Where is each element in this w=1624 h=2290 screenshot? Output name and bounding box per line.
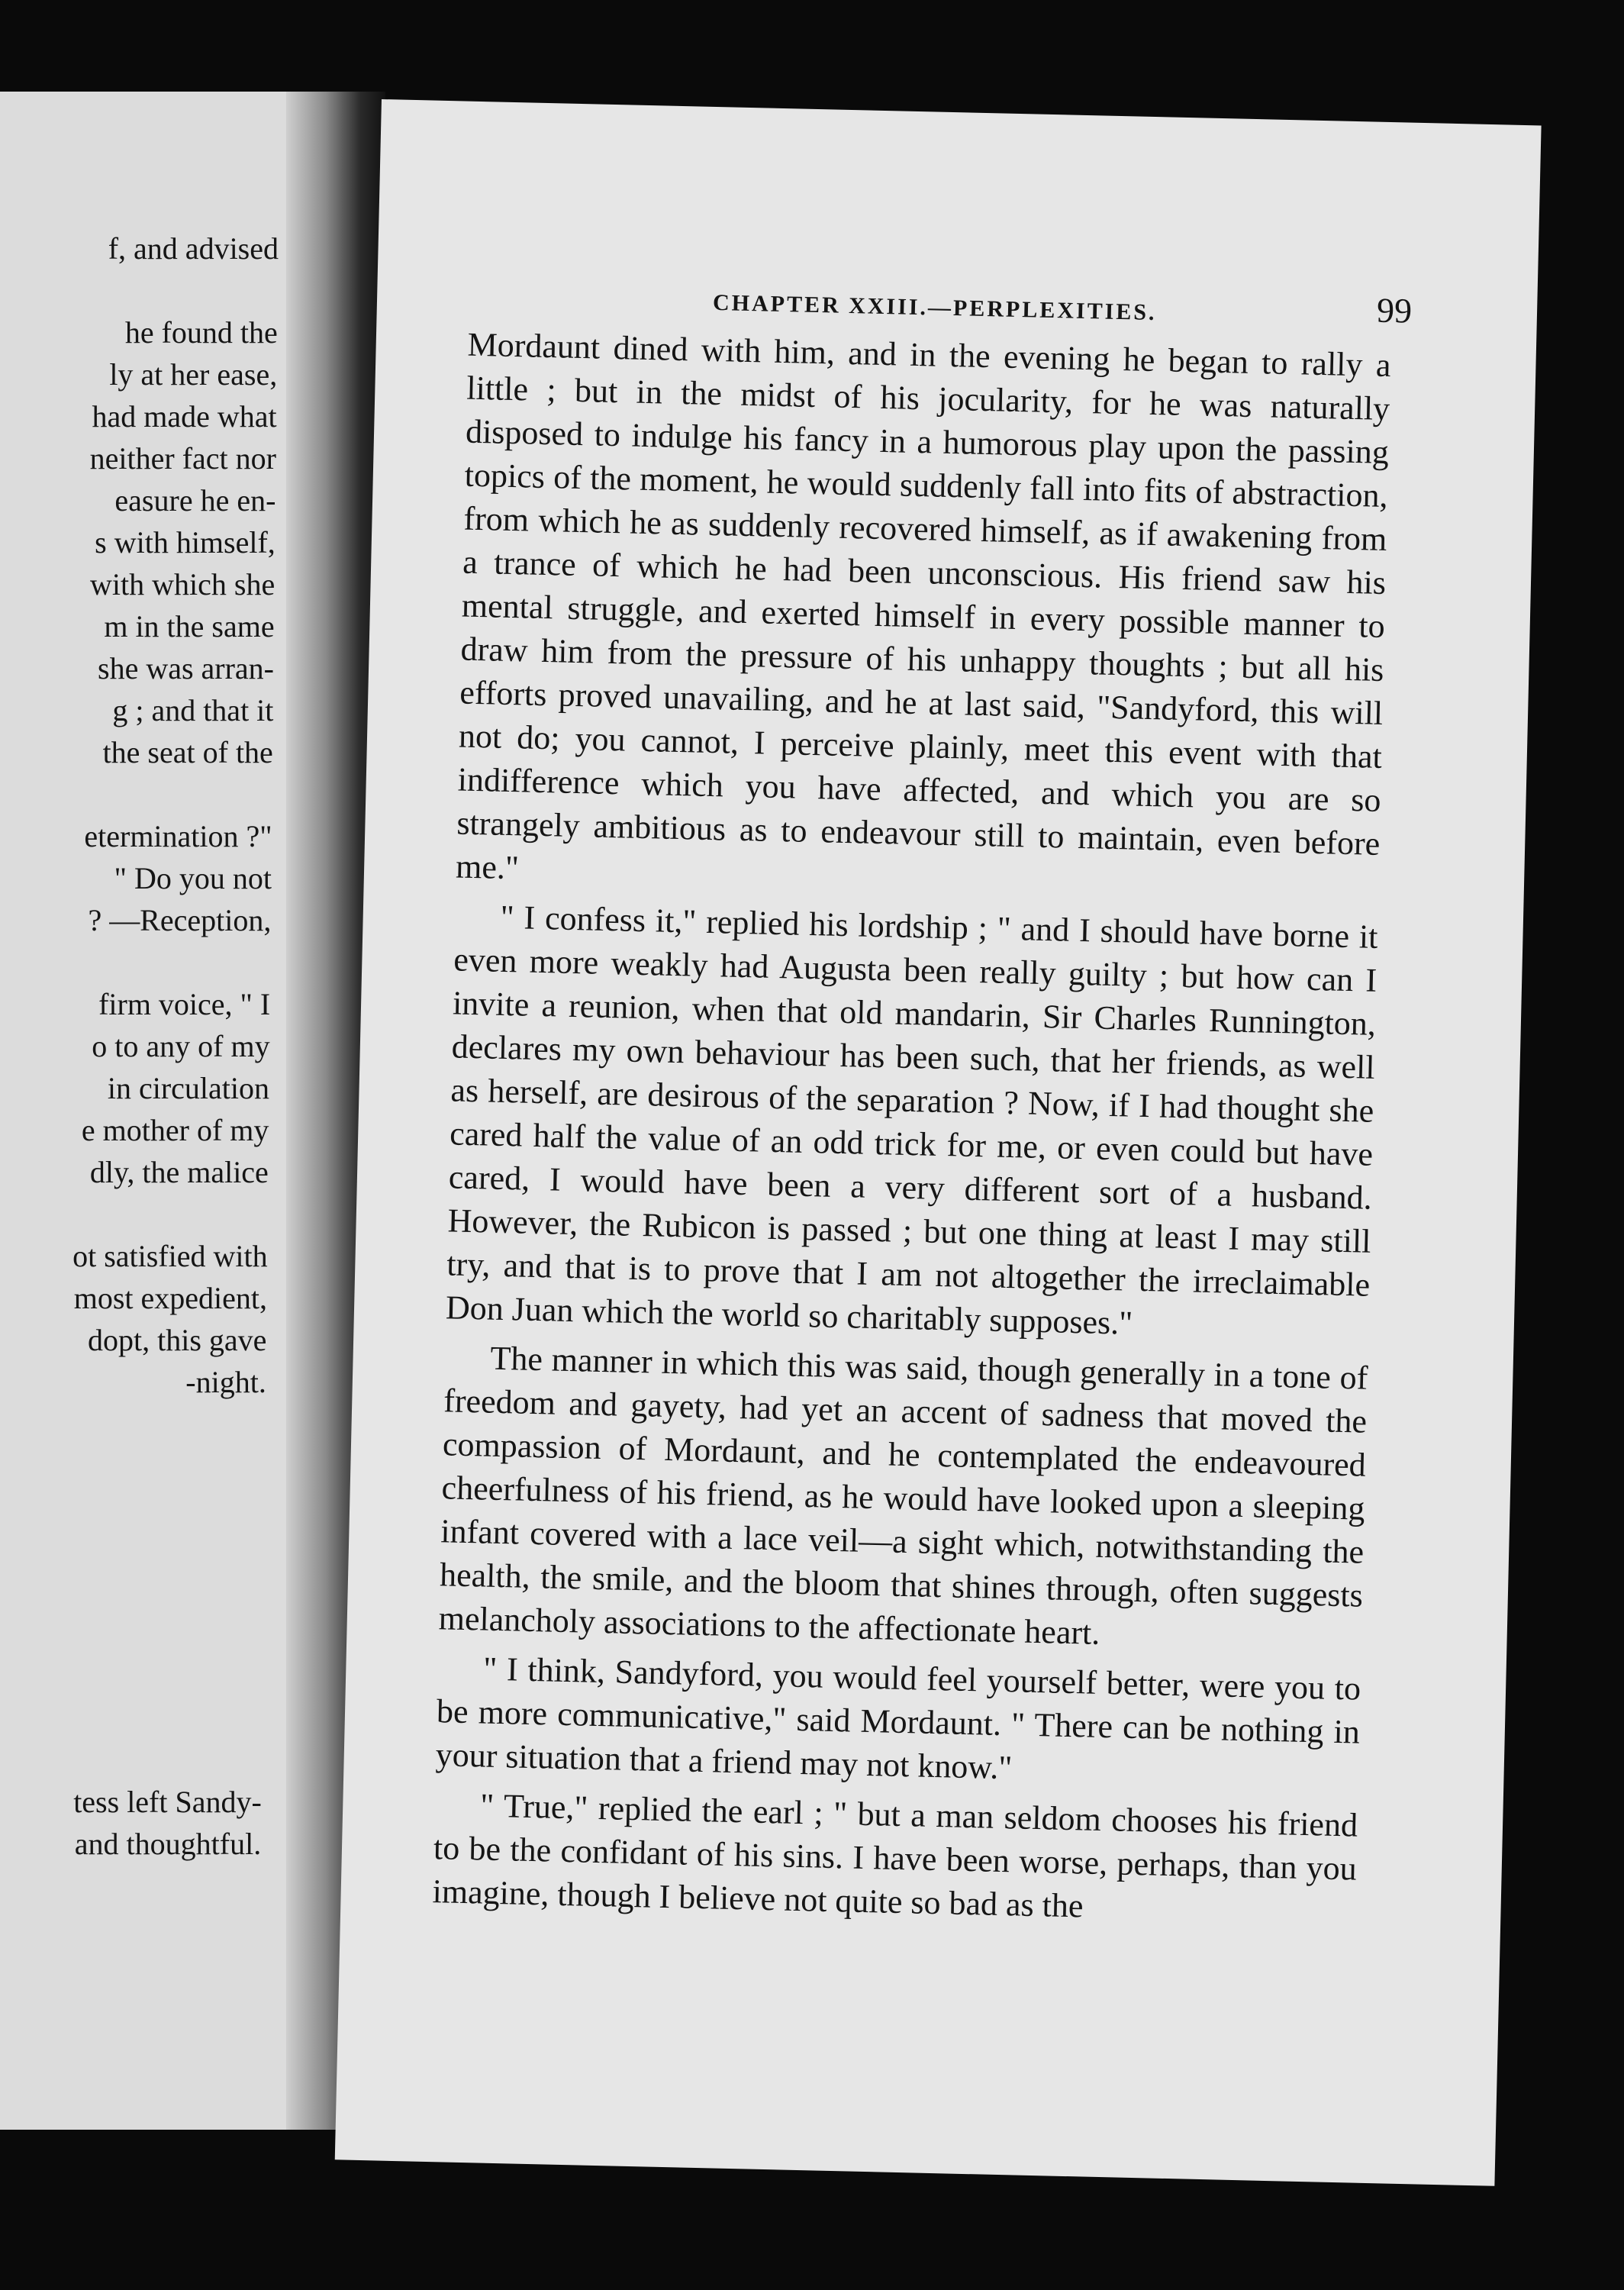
left-page-line: m in the same [104, 609, 275, 643]
left-page-line: ? —Reception, [88, 903, 272, 937]
body-text [432, 323, 1391, 1940]
left-page-line: neither fact nor [89, 441, 276, 476]
left-page-line: with which she [90, 567, 276, 602]
left-page-line: in circulation [107, 1071, 269, 1105]
left-page-line: she was arran- [98, 651, 274, 685]
paragraph: Mordaunt dined with him, and in the evening he began to rally a little ; but in the midst of his jocularity, for he was naturally disposed to indulge his fancy in a humorous play upon the passing topics of the moment, he would suddenly fall into fits of abstraction, from which he as suddenly recovered himself, as if awakening from a trance of which he had been unconscious. His friend saw his mental struggle, and exerted himself in every possible manner to draw him from the pressure of his unhappy thoughts ; but all his efforts proved unavailing, and he at last said, "Sandyford, this will not do; you cannot, I perceive plainly, meet this event with that indifference which you have affected, and which you are so strangely ambitious as to endeavour still to maintain, even before me." [455, 325, 1391, 887]
left-page-line: g ; and that it [112, 693, 274, 727]
paragraph: " I think, Sandyford, you would feel yourself better, were you to be more communicative," said Mordaunt. " There can be nothing in your situation that a friend may not know." [435, 1650, 1361, 1787]
left-page [0, 92, 286, 2130]
left-page-line: had made what [92, 399, 277, 434]
paragraph: " True," replied the earl ; " but a man seldom chooses his friend to be the confidant of his sins. I have been worse, perhaps, than you imagine, though I believe not quite so bad as the [432, 1786, 1358, 1925]
left-page-line: and thoughtful. [74, 1827, 262, 1861]
left-page-line: he found the [124, 315, 278, 350]
left-page-line: etermination ?" [84, 819, 272, 853]
left-page-line: dopt, this gave [87, 1323, 267, 1357]
left-page-line: dly, the malice [89, 1155, 269, 1189]
left-page-line: tess left Sandy- [73, 1785, 262, 1819]
left-page-line: the seat of the [102, 735, 273, 769]
left-page-line: firm voice, " I [98, 987, 271, 1021]
paragraph: The manner in which this was said, though generally in a tone of freedom and gayety, had yet an accent of sadness that moved the compassion of Mordaunt, and he contemplated the endeavoured cheerfulness of his friend, as he would have looked upon a sleeping infant covered with a lace veil—a sight which, notwithstanding the health, the smile, and the bloom that shines through, often suggests melancholy associations to the affectionate heart. [438, 1339, 1368, 1652]
left-page-line: easure he en- [114, 483, 276, 518]
left-page-line: f, and advised [108, 231, 279, 266]
left-page-line: " Do you not [114, 861, 272, 895]
left-page-line: ot satisfied with [72, 1239, 268, 1273]
page-number: 99 [1376, 290, 1413, 331]
running-head: CHAPTER XXIII.—PERPLEXITIES. [712, 289, 1157, 326]
left-page-line: e mother of my [81, 1113, 269, 1147]
left-page-line: most expedient, [73, 1281, 267, 1315]
left-page-line: s with himself, [95, 525, 276, 560]
left-page-line: o to any of my [92, 1029, 270, 1063]
right-page [335, 99, 1542, 2186]
paragraph: " I confess it," replied his lordship ; " and I should have borne it even more weakly had Augusta been really guilty ; but how can I invite a reunion, when that old mandarin, Sir Charles Runnington, declares my own behaviour has been such, that her friends, as well as herself, are desirous of the separation ? Now, if I had thought she cared half the value of an odd trick for me, or even could but have cared, I would have been a very different sort of a husband. However, the Rubicon is passed ; but one thing at least I may still try, and that is to prove that I am not altogether the irreclaimable Don Juan which the world so charitably supposes." [445, 898, 1378, 1342]
left-page-line: ly at her ease, [109, 357, 278, 392]
left-page-line: -night. [185, 1365, 266, 1399]
